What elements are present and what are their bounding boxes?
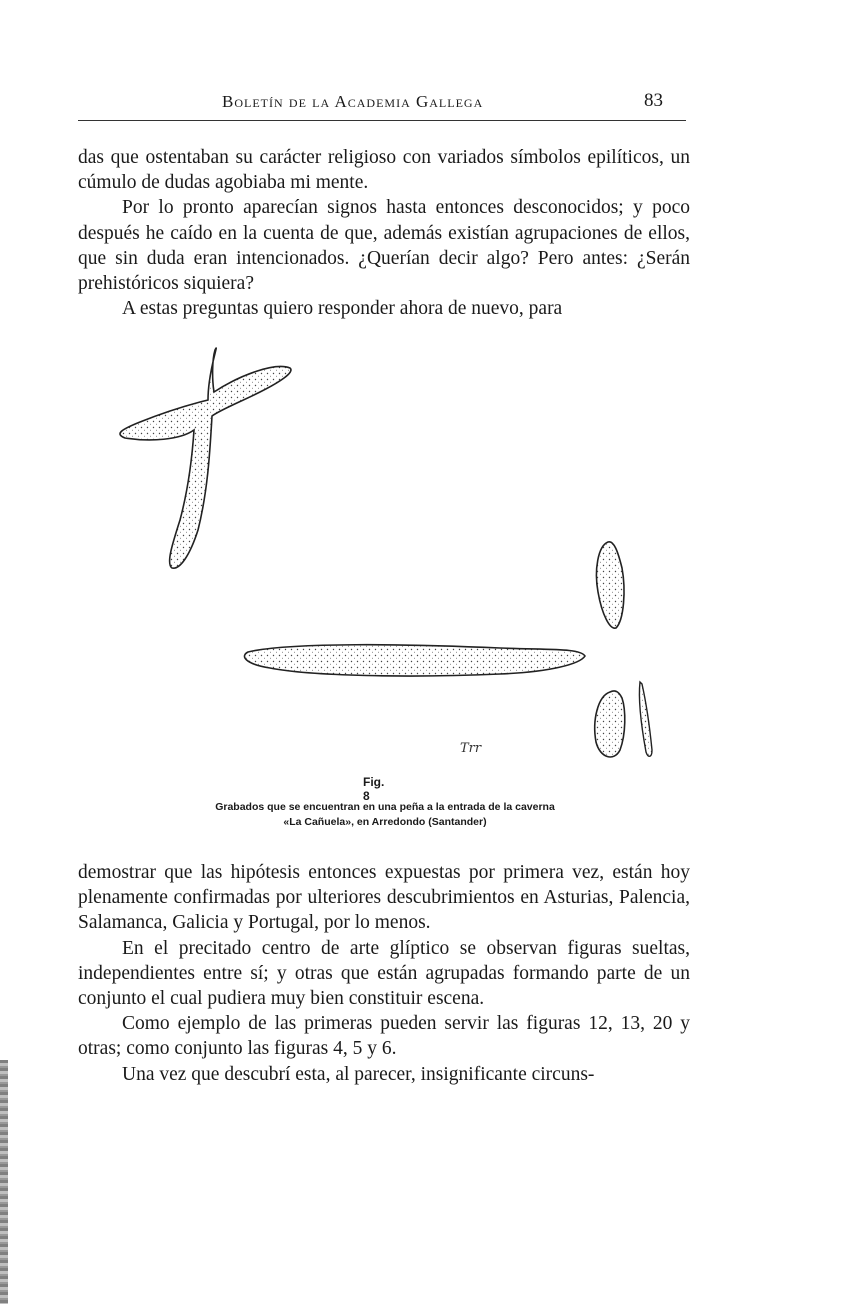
paragraph: Como ejemplo de las primeras pueden servir las figuras 12, 13, 20 y otras; como conjunto las figuras 4, 5 y 6. (78, 1013, 690, 1060)
paragraph: Una vez que descubrí esta, al parecer, insignificante circuns- (122, 1063, 595, 1085)
figure-label: Fig. 8 (363, 775, 385, 803)
body-text-bottom (78, 860, 690, 1087)
bar-engraving (244, 645, 585, 676)
oval-engraving (596, 542, 624, 628)
paragraph: En el precitado centro de arte glíptico se observan figuras sueltas, independientes entre sí; y otras que están agrupadas formando parte de un conjunto el cual pudiera muy bien constituir escena. (78, 937, 690, 1010)
caption-line: «La Cañuela», en Arredondo (Santander) (283, 816, 487, 828)
small-oval-engraving (595, 691, 625, 757)
body-text-top (78, 145, 690, 321)
caption-line: Grabados que se encuentran en una peña a la entrada de la caverna (215, 801, 555, 813)
paragraph: Por lo pronto aparecían signos hasta entonces desconocidos; y poco después he caído en la cuenta de que, además existían agrupaciones de ellos, que sin duda eran intencionados. ¿Querían decir algo? Pero antes: ¿Serán prehistóricos siquiera? (78, 197, 690, 295)
page-number: 83 (644, 90, 663, 111)
engraving-figure (80, 330, 680, 780)
scan-edge-shadow (0, 1060, 8, 1304)
header-rule (78, 120, 686, 121)
paragraph: demostrar que las hipótesis entonces expuestas por primera vez, están hoy plenamente confirmadas por ulteriores descubrimientos en Asturias, Palencia, Salamanca, Galicia y Portugal, por lo menos. (78, 862, 690, 934)
paragraph: A estas preguntas quiero responder ahora de nuevo, para (122, 298, 563, 320)
paragraph: das que ostentaban su carácter religioso con variados símbolos epilíticos, un cúmulo de dudas agobiaba mi mente. (78, 147, 690, 194)
engraving-illustration (80, 330, 680, 780)
running-header: Boletín de la Academia Gallega (222, 92, 484, 111)
figure-caption (160, 800, 610, 830)
stroke-engraving (639, 682, 652, 756)
cross-engraving (120, 348, 291, 568)
artist-signature: Trr (460, 741, 482, 756)
